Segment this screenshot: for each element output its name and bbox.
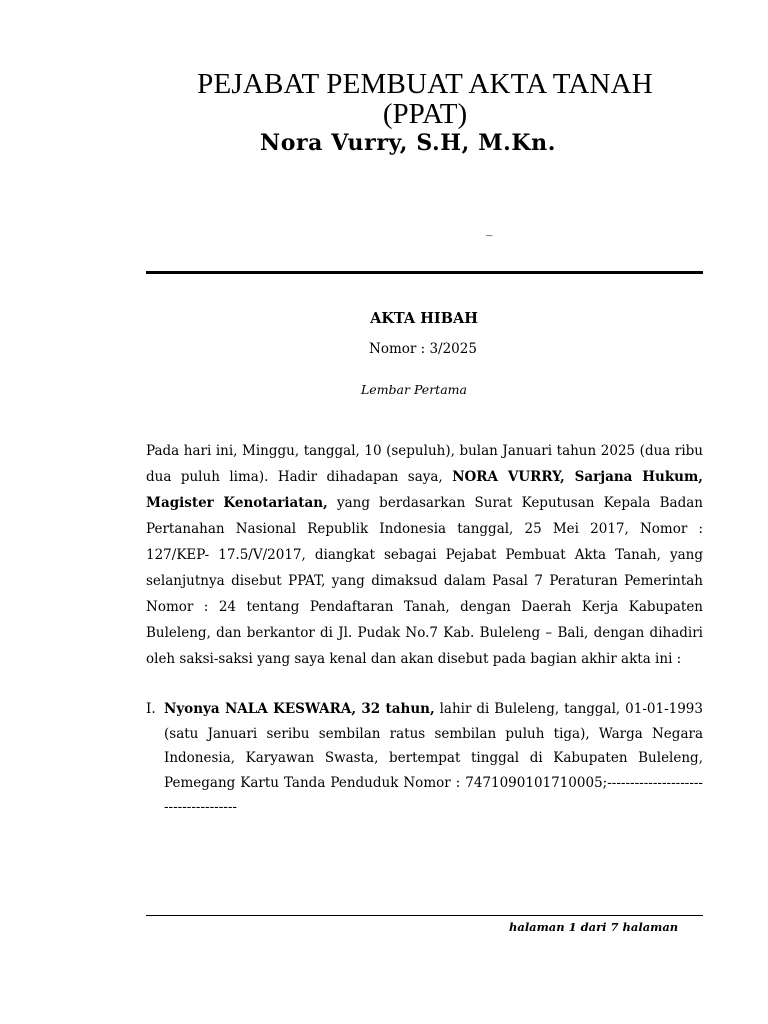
notary-name: Nora Vurry, S.H, M.Kn. xyxy=(260,130,556,156)
office-title-line2: (PPAT) xyxy=(382,98,468,130)
opening-paragraph xyxy=(146,438,703,672)
header-dash: _ xyxy=(486,222,493,237)
opening-text: Pada hari ini, Minggu, tanggal, 10 (sepuluh), bulan Januari tahun 2025 (dua ribu dua puluh lima). Hadir dihadapan saya, xyxy=(146,443,703,485)
office-title-line1: PEJABAT PEMBUAT AKTA TANAH xyxy=(197,68,653,100)
party-name: Nyonya NALA KESWARA, 32 tahun, xyxy=(164,701,435,717)
party-number: I. xyxy=(146,701,156,717)
footer-divider xyxy=(146,915,703,916)
deed-title: AKTA HIBAH xyxy=(370,310,478,327)
deed-number: Nomor : 3/2025 xyxy=(369,341,477,357)
header-divider xyxy=(146,271,703,274)
party-details: lahir di Buleleng, tanggal, 01-01-1993 (satu Januari seribu sembilan ratus sembilan puluh tiga), Warga Negara Indonesia, Karyawan Swasta, bertempat tinggal di Kabupaten Buleleng, Pemegang Kartu Tanda Penduduk Nomor : 7471090101710005;------------------------------------- xyxy=(164,701,703,815)
page-indicator: halaman 1 dari 7 halaman xyxy=(509,920,679,934)
notary-full-title: NORA VURRY, Sarjana Hukum, Magister Kenotariatan, xyxy=(146,469,703,511)
deed-sheet: Lembar Pertama xyxy=(361,382,467,397)
opening-rest: yang berdasarkan Surat Keputusan Kepala Badan Pertanahan Nasional Republik Indonesia tanggal, 25 Mei 2017, Nomor : 127/KEP- 17.5/V/2017, diangkat sebagai Pejabat Pembuat Akta Tanah, yang selanjutnya disebut PPAT, yang dimaksud dalam Pasal 7 Peraturan Pemerintah Nomor : 24 tentang Pendaftaran Tanah, dengan Daerah Kerja Kabupaten Buleleng, dan berkantor di Jl. Pudak No.7 Kab. Buleleng – Bali, dengan dihadiri oleh saksi-saksi yang saya kenal dan akan disebut pada bagian akhir akta ini : xyxy=(146,495,703,667)
party-item xyxy=(146,697,703,820)
party-text xyxy=(164,697,703,820)
